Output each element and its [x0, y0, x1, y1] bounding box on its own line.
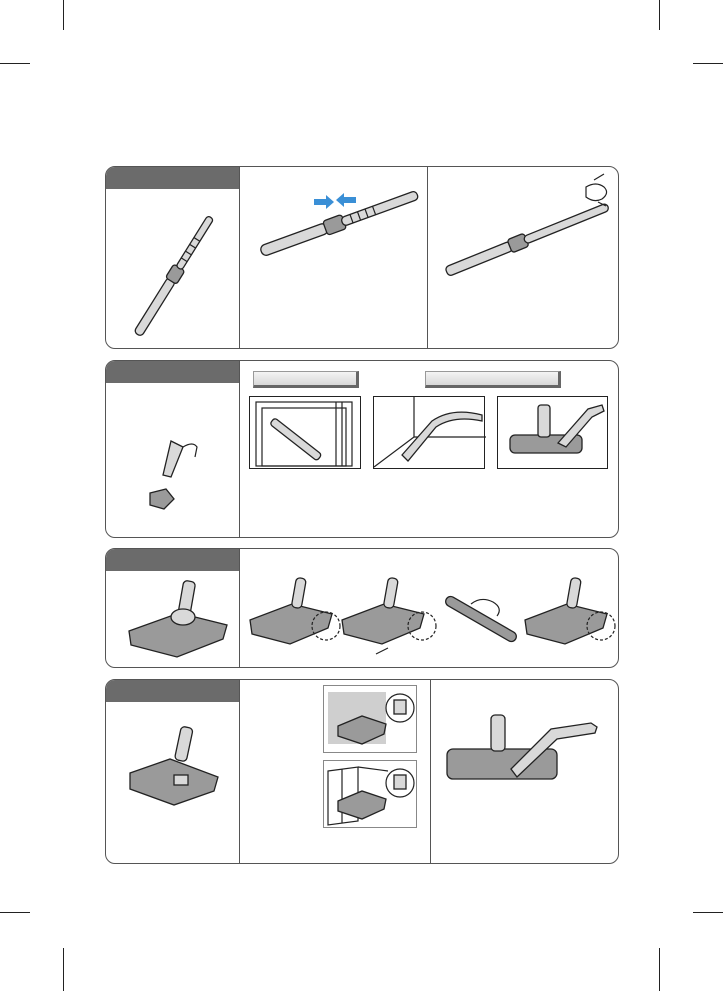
section-telescopic-pipe — [105, 166, 619, 349]
floor-nozzle-icon — [126, 725, 226, 825]
roller-step-2-illustration — [338, 574, 438, 664]
roller-refit-illustration — [521, 574, 616, 664]
crop-mark-tr-h — [693, 63, 723, 64]
floor-nozzle-clip-illustration — [497, 396, 608, 469]
divider — [430, 680, 431, 863]
turbo-nozzle-icon — [121, 577, 231, 667]
sub-label-bar — [253, 371, 359, 388]
sub-label-bar — [425, 371, 561, 388]
crop-mark-tr-v — [659, 0, 660, 30]
section-turbo-nozzle — [105, 548, 619, 668]
divider — [427, 167, 428, 348]
roller-cleaning-illustration — [441, 574, 526, 664]
crop-mark-bl-h — [0, 912, 30, 913]
hose-corner-illustration — [373, 396, 485, 469]
crop-mark-tl-h — [0, 63, 30, 64]
crop-mark-tl-v — [63, 0, 64, 30]
section-crevice-tool — [105, 360, 619, 538]
divider — [239, 549, 240, 667]
hard-floor-mode-illustration — [323, 760, 417, 828]
divider — [239, 361, 240, 537]
section-header-tab — [106, 549, 239, 571]
divider — [239, 680, 240, 863]
carpet-mode-illustration — [323, 685, 417, 753]
section-floor-nozzle — [105, 679, 619, 864]
divider — [239, 167, 240, 348]
section-header-tab — [106, 361, 239, 383]
crop-mark-br-v — [659, 948, 660, 991]
nozzle-with-pipe-illustration — [441, 705, 611, 815]
crop-mark-br-h — [693, 912, 723, 913]
crevice-tool-icon — [136, 431, 216, 531]
section-header-tab — [106, 167, 239, 189]
telescopic-pipe-icon — [114, 212, 234, 342]
crop-mark-bl-v — [63, 948, 64, 991]
section-header-tab — [106, 680, 239, 702]
window-frame-illustration — [249, 396, 361, 469]
blue-arrows-icon — [314, 193, 356, 209]
pipe-extended-illustration — [436, 172, 619, 272]
pipe-adjust-illustration — [256, 177, 426, 267]
hand-icon — [586, 174, 607, 206]
roller-step-1-illustration — [246, 574, 341, 664]
